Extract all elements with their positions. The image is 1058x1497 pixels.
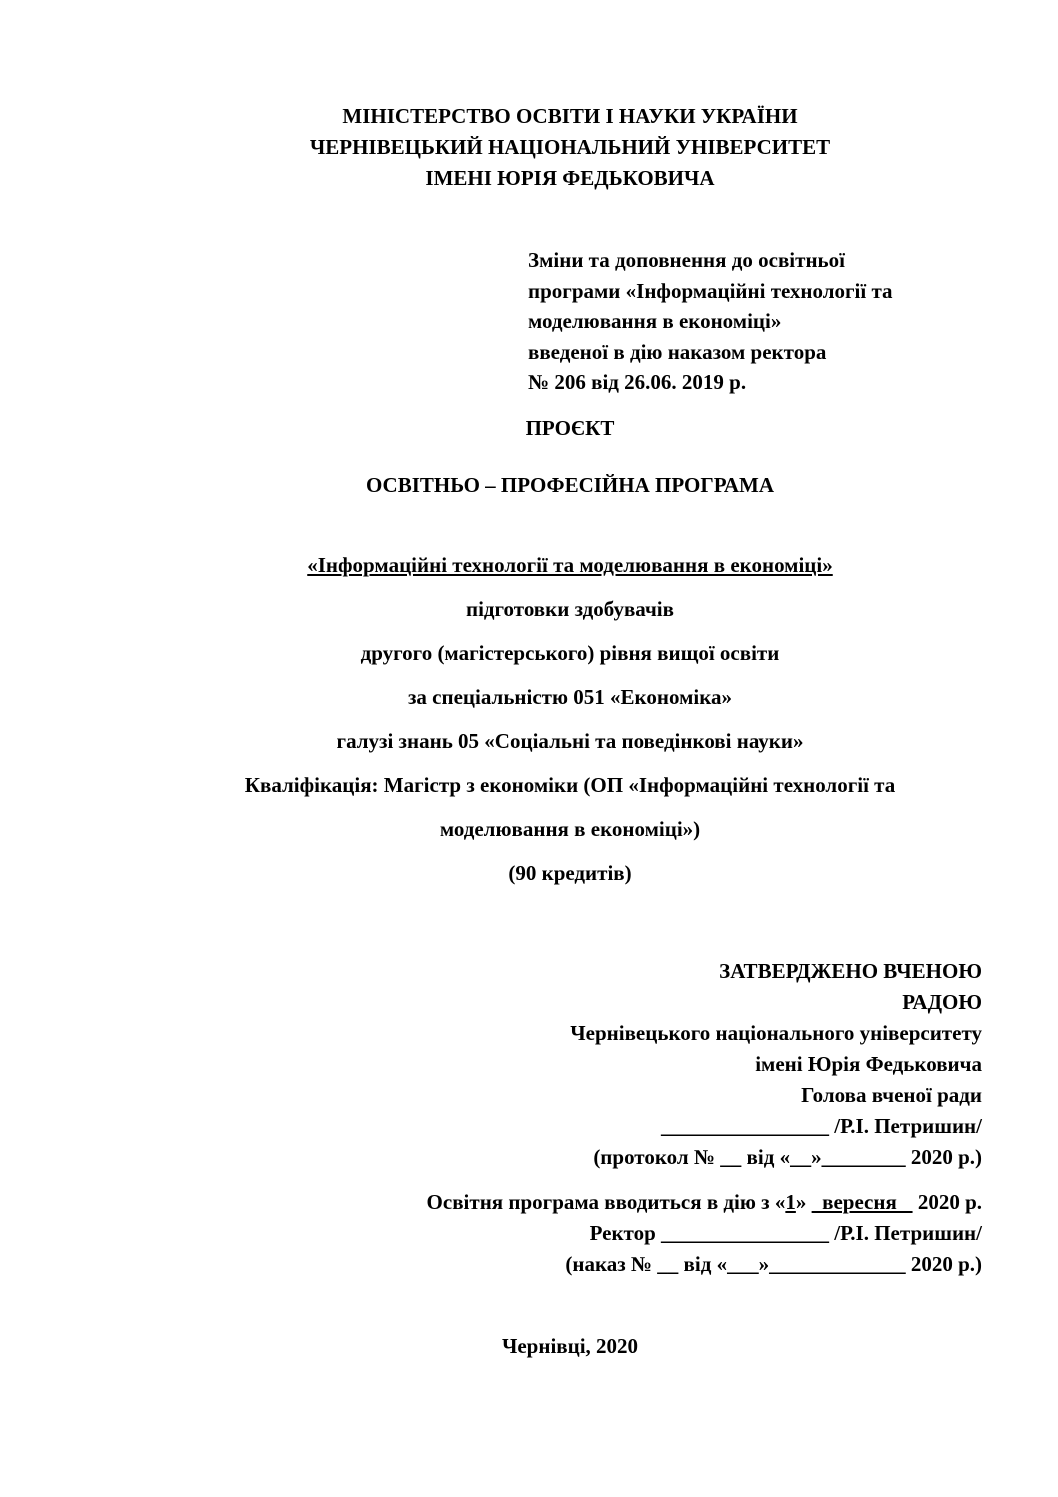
program-line: моделювання в економіці») xyxy=(439,817,701,841)
changes-line: моделювання в економіці» xyxy=(528,309,782,333)
program-type: ОСВІТНЬО – ПРОФЕСІЙНА ПРОГРАМА xyxy=(365,473,775,497)
program-description xyxy=(0,543,1058,895)
program-line: за спеціальністю 051 «Економіка» xyxy=(407,685,732,709)
ministry-header xyxy=(0,101,1058,194)
city-year: Чернівці, 2020 xyxy=(501,1334,639,1358)
approval-signature-line: ________________ /Р.І. Петришин/ xyxy=(661,1114,982,1138)
approval-block xyxy=(382,956,982,1173)
changes-note xyxy=(528,245,1008,398)
program-line: другого (магістерського) рівня вищої освіти xyxy=(360,641,780,665)
enactment-date-line xyxy=(222,1187,982,1218)
approval-line: РАДОЮ xyxy=(902,990,982,1014)
university-name: ЧЕРНІВЕЦЬКИЙ НАЦІОНАЛЬНИЙ УНІВЕРСИТЕТ xyxy=(309,135,831,159)
ministry-name: МІНІСТЕРСТВО ОСВІТИ І НАУКИ УКРАЇНИ xyxy=(342,104,798,128)
enactment-month: вересня xyxy=(811,1190,913,1214)
enactment-prefix: Освітня програма вводиться в дію з « xyxy=(426,1190,786,1214)
order-line: (наказ № __ від «___»_____________ 2020 р.) xyxy=(565,1252,982,1276)
approval-line: Голова вченої ради xyxy=(801,1083,982,1107)
program-line: підготовки здобувачів xyxy=(465,597,674,621)
approval-line: ЗАТВЕРДЖЕНО ВЧЕНОЮ xyxy=(719,959,982,983)
changes-line: введеної в дію наказом ректора xyxy=(528,339,827,364)
changes-line: № 206 від 26.06. 2019 р. xyxy=(528,370,747,394)
approval-line: імені Юрія Федьковича xyxy=(755,1052,982,1076)
approval-protocol-line: (протокол № __ від «__»________ 2020 р.) xyxy=(593,1145,982,1169)
changes-line: програми «Інформаційні технології та xyxy=(528,278,893,303)
rector-signature-line: Ректор ________________ /Р.І. Петришин/ xyxy=(589,1221,982,1245)
program-title: «Інформаційні технології та моделювання в економіці» xyxy=(307,553,833,577)
approval-line: Чернівецького національного університету xyxy=(570,1021,982,1045)
program-credits: (90 кредитів) xyxy=(508,861,632,885)
program-line: галузі знань 05 «Соціальні та поведінкові науки» xyxy=(336,729,804,753)
enactment-day: 1 xyxy=(785,1190,796,1214)
enactment-block xyxy=(222,1187,982,1280)
enactment-suffix: 2020 р. xyxy=(912,1190,982,1214)
university-name-suffix: ІМЕНІ ЮРІЯ ФЕДЬКОВИЧА xyxy=(425,166,715,190)
project-label: ПРОЄКТ xyxy=(525,416,615,440)
enactment-middle: » xyxy=(795,1190,812,1214)
program-line: Кваліфікація: Магістр з економіки (ОП «Інформаційні технології та xyxy=(244,773,896,797)
changes-line: Зміни та доповнення до освітньої xyxy=(528,248,845,272)
